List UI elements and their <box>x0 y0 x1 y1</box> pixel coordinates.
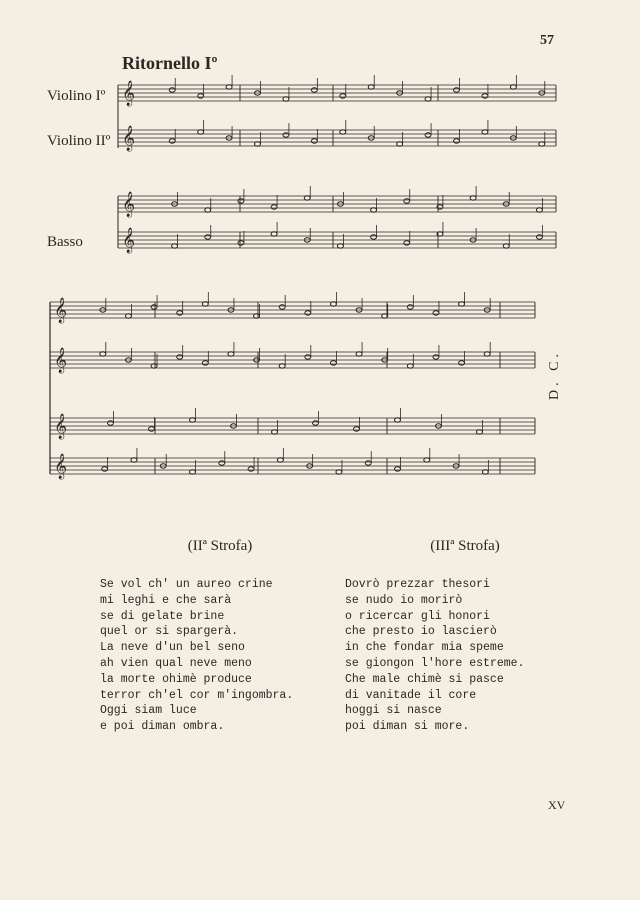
clef-icon: 𝄞 <box>122 81 136 106</box>
note-head <box>305 311 311 315</box>
part-label-basso: Basso <box>47 234 83 250</box>
note-head <box>395 467 401 471</box>
note-head <box>425 97 431 101</box>
strofa-2-title: (IIª Strofa) <box>187 538 253 554</box>
verse-line: o ricercar gli honori <box>345 609 490 623</box>
clef-icon: 𝄞 <box>54 348 68 373</box>
note-head <box>470 196 476 200</box>
note-head <box>172 244 178 248</box>
note-head <box>354 427 360 431</box>
note-head <box>149 427 155 431</box>
verse-line: Se vol ch' un aureo crine <box>100 578 273 591</box>
score-title: Ritornello Iº <box>122 53 218 73</box>
note-head <box>100 352 106 356</box>
note-head <box>539 142 545 146</box>
note-head <box>536 235 542 239</box>
note-head <box>125 314 131 318</box>
note-head <box>190 418 196 422</box>
strofa-2-lines <box>100 577 340 735</box>
verse-line: se giongon l'hore estreme. <box>345 656 525 670</box>
note-head <box>177 355 183 359</box>
note-head <box>279 305 285 309</box>
verse-line: Che male chimè si pasce <box>345 672 504 686</box>
note-head <box>368 85 374 89</box>
note-head <box>454 88 460 92</box>
note-head <box>425 133 431 137</box>
note-head <box>482 130 488 134</box>
verse-line: e poi diman ombra. <box>100 720 225 734</box>
note-head <box>283 133 289 137</box>
note-head <box>404 199 410 203</box>
note-head <box>198 94 204 98</box>
note-head <box>459 302 465 306</box>
note-head <box>279 364 285 368</box>
note-head <box>228 352 234 356</box>
verse-line: Dovrò prezzar thesori <box>345 578 490 591</box>
note-head <box>271 205 277 209</box>
note-head <box>238 199 244 203</box>
verse-line: quel or si spargerà. <box>100 625 239 639</box>
strofa-3-lines <box>345 577 585 735</box>
note-head <box>433 355 439 359</box>
verse-line: terror ch'el cor m'ingombra. <box>100 688 294 702</box>
note-head <box>407 305 413 309</box>
note-head <box>433 311 439 315</box>
verse-line: poi diman si more. <box>345 720 470 734</box>
note-head <box>454 139 460 143</box>
verse-line: la morte ohimè produce <box>100 672 252 686</box>
note-head <box>395 418 401 422</box>
note-head <box>248 467 254 471</box>
note-head <box>205 208 211 212</box>
note-head <box>356 352 362 356</box>
strofa-2 <box>100 538 340 735</box>
verse-line: di vanitade il core <box>345 688 477 702</box>
note-head <box>151 305 157 309</box>
note-head <box>330 302 336 306</box>
note-head <box>365 461 371 465</box>
clef-icon: 𝄞 <box>122 126 136 151</box>
note-head <box>311 139 317 143</box>
note-head <box>510 85 516 89</box>
note-head <box>238 241 244 245</box>
verse-line: in che fondar mia speme <box>345 641 504 655</box>
note-head <box>340 94 346 98</box>
note-head <box>313 421 319 425</box>
verse-line: ah vien qual neve meno <box>100 656 252 670</box>
note-head <box>169 139 175 143</box>
note-head <box>202 361 208 365</box>
note-head <box>283 97 289 101</box>
note-head <box>254 314 260 318</box>
note-head <box>337 244 343 248</box>
clef-icon: 𝄞 <box>122 228 136 253</box>
part-label-violino-1: Violino Iº <box>47 88 106 104</box>
verse-line: mi leghi e che sarà <box>100 593 232 607</box>
note-head <box>169 88 175 92</box>
note-head <box>459 361 465 365</box>
note-head <box>219 461 225 465</box>
note-head <box>277 458 283 462</box>
clef-icon: 𝄞 <box>54 414 68 439</box>
verse-line: se di gelate brine <box>100 609 225 623</box>
note-head <box>330 361 336 365</box>
note-head <box>371 235 377 239</box>
note-head <box>424 458 430 462</box>
note-head <box>503 244 509 248</box>
verse-line: La neve d'un bel seno <box>100 641 245 655</box>
strofa-3 <box>345 538 585 735</box>
note-head <box>198 130 204 134</box>
note-head <box>102 467 108 471</box>
note-head <box>226 85 232 89</box>
note-head <box>205 235 211 239</box>
da-capo-mark: D. C. <box>547 350 562 400</box>
part-label-violino-2: Violino IIº <box>47 133 111 149</box>
page-number: 57 <box>540 33 554 48</box>
verse-line: se nudo io morirò <box>345 593 463 607</box>
note-head <box>255 142 261 146</box>
note-head <box>371 208 377 212</box>
note-head <box>108 421 114 425</box>
note-head <box>131 458 137 462</box>
note-head <box>482 94 488 98</box>
signature-mark: XV <box>548 798 566 812</box>
note-head <box>151 364 157 368</box>
note-head <box>477 430 483 434</box>
note-head <box>272 430 278 434</box>
note-head <box>177 311 183 315</box>
note-head <box>482 470 488 474</box>
note-head <box>484 352 490 356</box>
verse-line: hoggi si nasce <box>345 704 442 718</box>
clef-icon: 𝄞 <box>122 192 136 217</box>
note-head <box>404 241 410 245</box>
verse-line: che presto io lascierò <box>345 625 497 639</box>
note-head <box>336 470 342 474</box>
note-head <box>311 88 317 92</box>
note-head <box>407 364 413 368</box>
strofa-3-title: (IIIª Strofa) <box>430 538 500 554</box>
clef-icon: 𝄞 <box>54 454 68 479</box>
note-head <box>304 196 310 200</box>
clef-icon: 𝄞 <box>54 298 68 323</box>
note-head <box>340 130 346 134</box>
note-head <box>271 232 277 236</box>
note-head <box>202 302 208 306</box>
verse-line: Oggi siam luce <box>100 704 197 718</box>
note-head <box>305 355 311 359</box>
note-head <box>536 208 542 212</box>
note-head <box>397 142 403 146</box>
note-head <box>190 470 196 474</box>
